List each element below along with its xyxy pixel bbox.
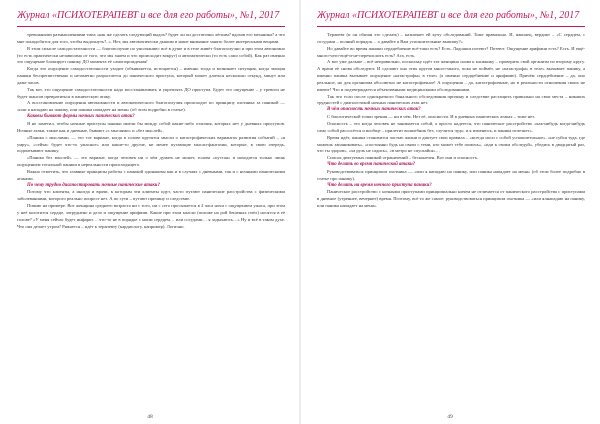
section-heading: Что делать на время ночного приступа паники? (327, 182, 432, 188)
body-paragraph: Опасность – это когда человек не занимается собой, а просто надеется, что паническое расстройство «как-нибудь когда-нибудь само собой рассосётся и вообще – прилетит волшебник без, случится чудо, и я изменюсь, и паника исчезнет». (317, 120, 585, 133)
body-paragraph: Потому что клиенты, а иногда и врачи, к которым эти клиенты идут, часто путают панические расстройства с физическими заболеваниями, которого реально попрост нет. А по сути – путают причину и следствие. (17, 189, 285, 202)
journal-header: Журнал «ПСИХОТЕРАПЕВТ и все для его работы», №1, 2017 (317, 6, 585, 27)
body-paragraph: Терапевт (и он обязан это сделать) – назначает ей кучу обследований. Тоже правильно. И, наконец, вердикт – «С сердцем, с сосудами – полный порядок… а давайте я Вам успокоительные выпишу?» (317, 32, 585, 44)
body-paragraph: Помню на примере. Вот женщина среднего возраста ни с того, ни с сего просыпается в 2 часа ночи с ощущением ужаса, при этом у неё колотится сердце, затруднено и дело и ощущение арифмии. Какие при этом мысли (похоже на рой бешеных пчёл) носятся в её голове? «У меня сейчас будет инфаркт… что-то не в порядке с моим сердцем… или сосудами… я задыхаюсь…» Ну и всё в таком духе. Что она делает утром? Ряжается – идёт к терапевту (кардиологу, например). Логично. (17, 203, 285, 229)
journal-header: Журнал «ПСИХОТЕРАПЕВТ и все для его работы», №1, 2017 (17, 6, 285, 27)
body-paragraph: Когда это ощущение самодостаточности уходит (объявляется, истощается) – именно тогда и возникает ситуация, когда эмоция паники беспрепятственно и незаметно разрастается до панического приступа, который может длиться несколько секунд, минут или даже часов. (17, 66, 285, 85)
section-heading: Каковы бывают формы ночных панических атак? (27, 114, 135, 120)
body-paragraph: Паническое расстройство с ночными приступами принципиально ничем не отличается от панического расстройства с приступами в дневное (утреннее, вечернее) время. Поэтому, всё то же самое: руководствоваться принципом охотника — «или ялнападаю на панику, или паника нападает на меня». (317, 189, 585, 209)
body-paragraph: тревожными размышлениями типа «как же сделать следующий выдох? будет ли он достаточно лёгким? вдохов его механика? а что мне понадобится для того, чтобы выдохнуть?..». Нет, мы автоматически дышим и наше внимание занято более интересными вещами. (17, 32, 285, 44)
right-page (300, 0, 600, 424)
body-paragraph: Так вот, это ощущение самодостаточности надо восстанавливать и укреплять ДО приступа. Будет это ощущение – у тревоги не будет шансов превратиться в паническую атаку. (17, 86, 285, 99)
page-number: 48 (147, 414, 153, 420)
section-heading: Что делать во время панической атаки? (327, 162, 416, 168)
section-heading: По чему трудно диагностировать ночные панические атаки? (27, 182, 160, 188)
body-paragraph: Я не заметил, чтобы ночные приступы паники имели бы между собой какие-либо отличия, которых нет у дневных приступов. Ночные атаки, также как и дневные, бывают «с мыслями» и «без мыслей». (17, 120, 285, 133)
body-paragraph: «Паника с мыслями» — это тот вариант, когда в голове крутятся мысли о катастрофических вариантах развития событий – «я умру», «сейчас будет что-то ужасное» или какие-то другие, не менее пугающие мысли-фантазии, которые, в свою очередь, подпитывают панику. (17, 134, 285, 154)
body-paragraph: Время идёт, паника становится частью жизни и диктует свои правила – «всегда носи с собой успокоительное», «не суйся туда, где можешь запаниковать», «постоянно будь на связи с теми, кто может тебе помочь», «иди к своим обследуй», убедись в двадцатый раз, что ты здоров», «ха руль не садись», «в метро не спускайся»… (317, 134, 585, 154)
left-page-text (17, 32, 285, 410)
body-paragraph: С биологической точки зрения — ни в чём. Нет её, опасности. И в дневных панических атаках – тоже нет. (327, 114, 535, 120)
body-paragraph: Руководствоваться принципом охотника — «или я нападаю на панику, или паника нападает на меня» (об этом более подробно в статье про панику). (317, 168, 585, 181)
right-page-text (317, 32, 585, 410)
page-number: 49 (447, 414, 453, 420)
body-paragraph: Список диктуемых паникой ограничений – бесконечен. Вот они и опасность. (327, 155, 479, 161)
body-paragraph: А вот уже дальше – всё неправильно, поскольку идёт эта женщина снова к кликнику – проверить свой организм по второму кругу. А врачи её снова обследуют. И сделают она этих кругов много-много, пока не поймёт, не «катастрофа» в теле» вызывает панику, а именно паника вызывает ощущение «катастрофы» в теле» (а именно сердцебиение и арифмию). Причём сердцебиение – да, оно реальное, но для организма абсолютно не катастрофичное! А ощущения – да, катастрофичные, но в реальности отношения своих не имеют! Что и подтверждается объективными медицинскими обследованиями. (317, 59, 585, 92)
body-paragraph: «Паника без мыслей» — это вариант, когда человек ни о чём думать не может, голова «пустая» и находится только лишь ощущением тотальной паники в нереальности происходящего. (17, 155, 285, 168)
section-heading: В чём опасность ночных панических атак? (327, 107, 421, 113)
body-paragraph: Но давайте во время паники сердцебиение всё-таки есть? Есть. Ладошки потеют? Потеют. Ощущение арифмии есть? Есть. И ещё-много-чего-ещё-и-не-перечислить есть? Ага, есть. (317, 45, 585, 58)
body-paragraph: А восстановление ощущения автономности и автоматического благополучия происходит по принципу охотника за паникой — «или я нападаю на панику, или паника нападает на меня» (об этом подробно в статье). (17, 100, 285, 113)
body-paragraph: Важно отметить, что главные принципы работы с паникой одинаковы как и в случаях с дневными, так и с ночными паническими атаками. (17, 168, 285, 181)
body-paragraph: В этом смысле самодостаточности — благополучие по умолчанию: всё в душе и в теле живёт благополучно и при этом автономно (то есть практически независимо от того, что мы знаем и что происходит вокруг) и автоматически (то есть само собой). Как раз именно это ощущение блокирует панику ДО момента её самопорождения! (17, 45, 285, 65)
body-paragraph: Так что если после однократного банального обследования причину и следствие растащить правильно на свои места – никаких трудностей с диагностикой ночных панических атак нет. (317, 93, 585, 106)
